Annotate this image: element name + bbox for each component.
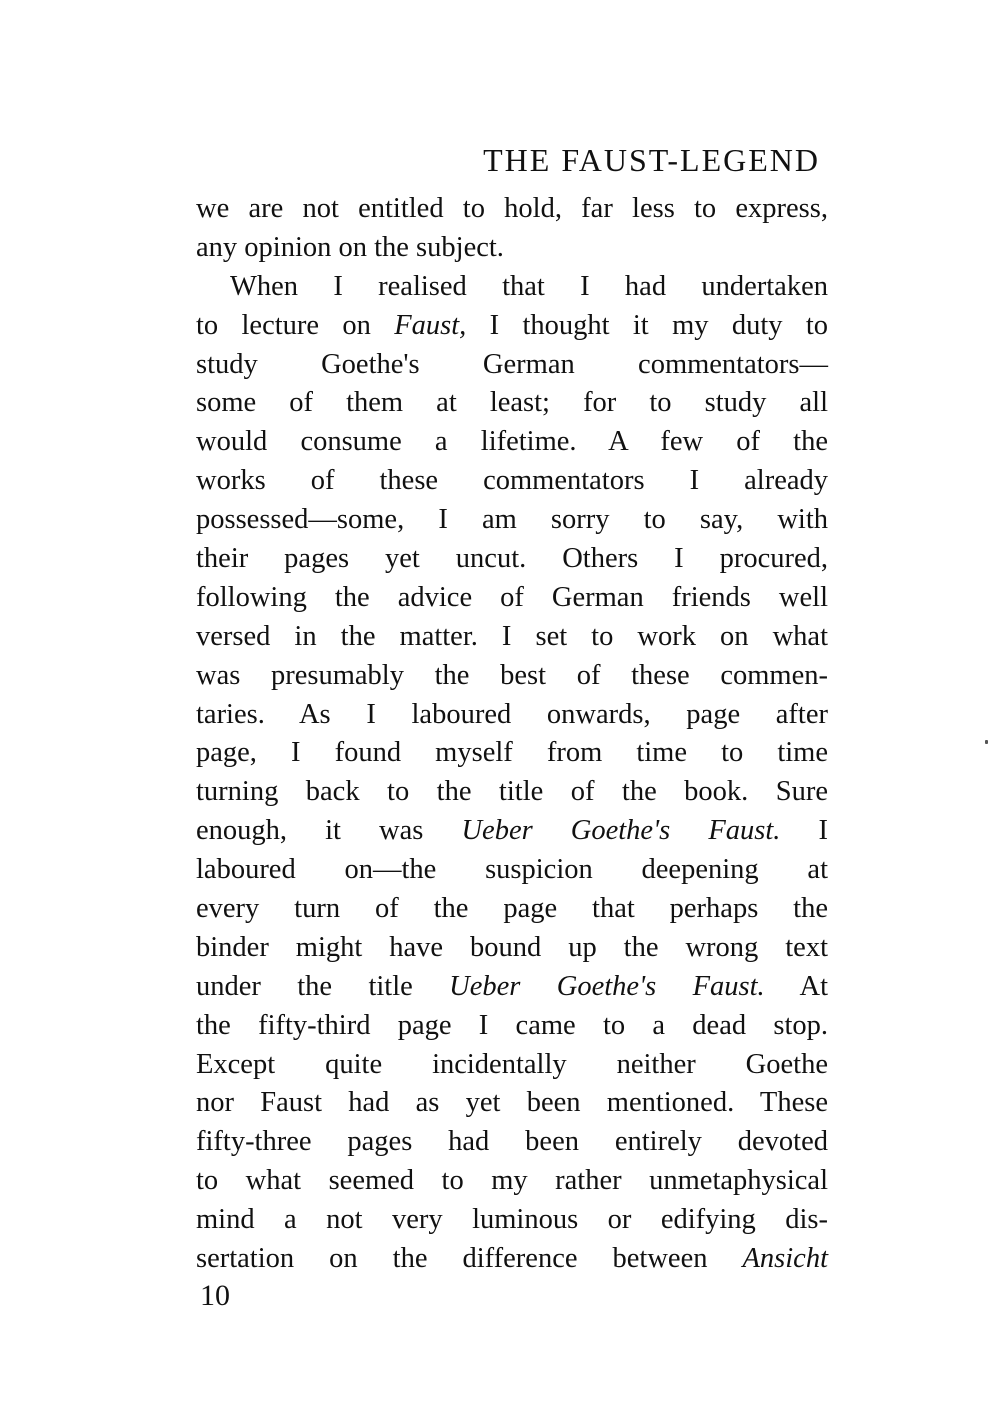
text-line [196, 1123, 828, 1162]
text-line [196, 346, 828, 385]
text-line [196, 773, 828, 812]
text-segment: binder might have bound up the wrong text [196, 931, 828, 963]
text-segment: laboured on—the suspicion deepening at [196, 854, 828, 886]
text-line [196, 229, 828, 268]
running-head: THE FAUST-LEGEND [483, 142, 820, 178]
text-line [196, 579, 828, 618]
text-line [196, 812, 828, 851]
text-segment: any opinion on the subject. [196, 231, 504, 263]
text-line [196, 1201, 828, 1240]
text-segment: to lecture on [196, 309, 395, 341]
text-segment: would consume a lifetime. A few of the [196, 426, 828, 458]
text-line [196, 734, 828, 773]
text-line [196, 929, 828, 968]
text-line [196, 696, 828, 735]
text-line [196, 618, 828, 657]
text-segment: we are not entitled to hold, far less to express, [196, 193, 828, 224]
text-line [196, 307, 828, 346]
text-segment: I thought it my duty to [466, 309, 829, 341]
text-line [196, 462, 828, 501]
text-segment: every turn of the page that perhaps the [196, 893, 828, 925]
text-segment: some of them at least; for to study all [196, 387, 828, 419]
paper-speck [985, 740, 988, 744]
text-line [196, 1162, 828, 1201]
text-segment: possessed—some, I am sorry to say, with [196, 504, 828, 536]
text-segment: turning back to the title of the book. Sure [196, 776, 828, 808]
text-segment: following the advice of German friends well [196, 581, 828, 613]
text-segment: nor Faust had as yet been mentioned. These [196, 1087, 828, 1119]
text-segment: Except quite incidentally neither Goethe [196, 1048, 828, 1080]
text-segment: works of these commentators I already [196, 465, 828, 497]
text-line [196, 501, 828, 540]
body-text [196, 190, 828, 1279]
text-line [196, 190, 828, 229]
text-line [196, 268, 828, 307]
text-segment: mind a not very luminous or edifying dis- [196, 1204, 828, 1236]
text-line [196, 851, 828, 890]
text-segment: to what seemed to my rather unmetaphysical [196, 1165, 828, 1197]
text-segment: versed in the matter. I set to work on what [196, 620, 828, 652]
page-number: 10 [200, 1279, 230, 1312]
text-segment: sertation on the difference between [196, 1243, 743, 1275]
italic-title: Ansicht [742, 1243, 828, 1275]
text-segment: When I realised that I had undertaken [230, 270, 828, 302]
italic-title: Ueber Goethe's Faust. [461, 815, 781, 847]
text-segment: fifty-three pages had been entirely devoted [196, 1126, 828, 1158]
text-line [196, 1007, 828, 1046]
text-line [196, 968, 828, 1007]
text-segment: the fifty-third page I came to a dead stop. [196, 1009, 828, 1041]
text-segment: under the title [196, 970, 450, 1002]
text-line [196, 1046, 828, 1085]
text-line [196, 423, 828, 462]
text-line [196, 1084, 828, 1123]
text-segment: study Goethe's German commentators— [196, 348, 828, 380]
text-segment: I [780, 815, 828, 847]
text-segment: enough, it was [196, 815, 462, 847]
text-segment: was presumably the best of these commen- [196, 659, 828, 691]
text-segment: At [764, 970, 828, 1002]
text-line [196, 384, 828, 423]
text-segment: their pages yet uncut. Others I procured, [196, 543, 828, 575]
text-segment: page, I found myself from time to time [196, 737, 828, 769]
text-line [196, 657, 828, 696]
italic-title: Ueber Goethe's Faust. [449, 970, 765, 1002]
text-segment: taries. As I laboured onwards, page after [196, 698, 828, 730]
text-line [196, 1240, 828, 1279]
text-line [196, 890, 828, 929]
italic-title: Faust, [394, 309, 467, 341]
text-line [196, 540, 828, 579]
